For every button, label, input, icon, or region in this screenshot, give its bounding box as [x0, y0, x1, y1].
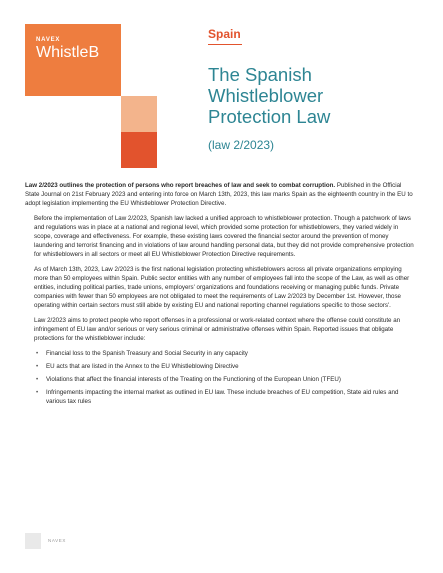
decorative-block-red	[121, 132, 157, 168]
bullet-item	[34, 349, 417, 358]
logo-navex-text: NAVEX	[36, 37, 61, 43]
intro-paragraph	[25, 181, 417, 208]
intro-lead: Law 2/2023 outlines the protection of persons who report breaches of law and seek to combat corruption.	[25, 182, 336, 189]
page-title: The Spanish Whistleblower Protection Law	[208, 64, 331, 127]
bullet-dot-icon: •	[36, 350, 39, 357]
bullet-dot-icon: •	[36, 376, 39, 383]
logo	[36, 37, 99, 62]
bullet-text: Infringements impacting the internal market as outlined in EU law. These include breaches of EU competition, State aid rules and various tax rules	[46, 389, 399, 405]
bullet-dot-icon: •	[36, 363, 39, 370]
paragraph: Law 2/2023 aims to protect people who report offenses in a professional or work-related context where the offense could constitute an infringement of EU law and/or serious or very serious criminal or administrative offenses within Spain. Reported issues that obligate protections for the whistleblower include:	[34, 317, 401, 342]
intro-rest: Published in the Official State Journal on 21st February 2023 and entering into force on March 13th, 2023, this law marks Spain as the eighteenth country in the EU to adopt legislation implementing the EU Whistleblower Protection Directive.	[25, 182, 413, 207]
bullet-item	[34, 375, 417, 384]
bullet-dot-icon: •	[36, 389, 39, 396]
bullet-text: EU acts that are listed in the Annex to the EU Whistleblowing Directive	[46, 363, 239, 370]
bullet-text: Violations that affect the financial interests of the Treating on the Functioning of the European Union (TFEU)	[46, 376, 341, 383]
decorative-block-light	[121, 96, 157, 132]
bullet-list	[34, 349, 417, 406]
footer-page-marker	[25, 533, 41, 549]
country-label: Spain	[208, 27, 241, 41]
document-body	[25, 181, 417, 410]
bullet-item	[34, 388, 417, 406]
footer-brand: NAVEX	[48, 538, 66, 543]
logo-whistleb-text: WhistleB	[36, 44, 100, 61]
paragraph: Before the implementation of Law 2/2023, Spanish law lacked a unified approach to whistleblower protection. Though a patchwork of laws and regulations was in place at a national and regional level, which provided some protection for whistleblowers, they varied widely in scope, coverage and effectiveness. For example, these existing laws covered the financial sector around the prevention of money laundering and terrorist financing and in violations of law around handling personal data, but they did not provide comprehensive protection for whistleblowers in all sectors or meet all EU Whistleblower Protection Directive requirements.	[34, 215, 414, 258]
paragraph: As of March 13th, 2023, Law 2/2023 is the first national legislation protecting whistleblowers across all private organizations employing more than 50 employees within Spain. Public sector entities with any number of employees fall into the scope of the Law, as well as other entities, including political parties, trade unions, employers' organizations and foundations receiving or managing public funds. Private companies with fewer than 50 employees are not obligated to meet the requirements of Law 2/2023 by December 1st. However, those operating within certain sectors must still abide by existing EU and national reporting channel regulations specific to those sectors'.	[34, 266, 410, 309]
page-subtitle: (law 2/2023)	[208, 138, 275, 152]
bullet-text: Financial loss to the Spanish Treasury and Social Security in any capacity	[46, 350, 248, 357]
bullet-item	[34, 362, 417, 371]
country-underline	[208, 44, 242, 45]
